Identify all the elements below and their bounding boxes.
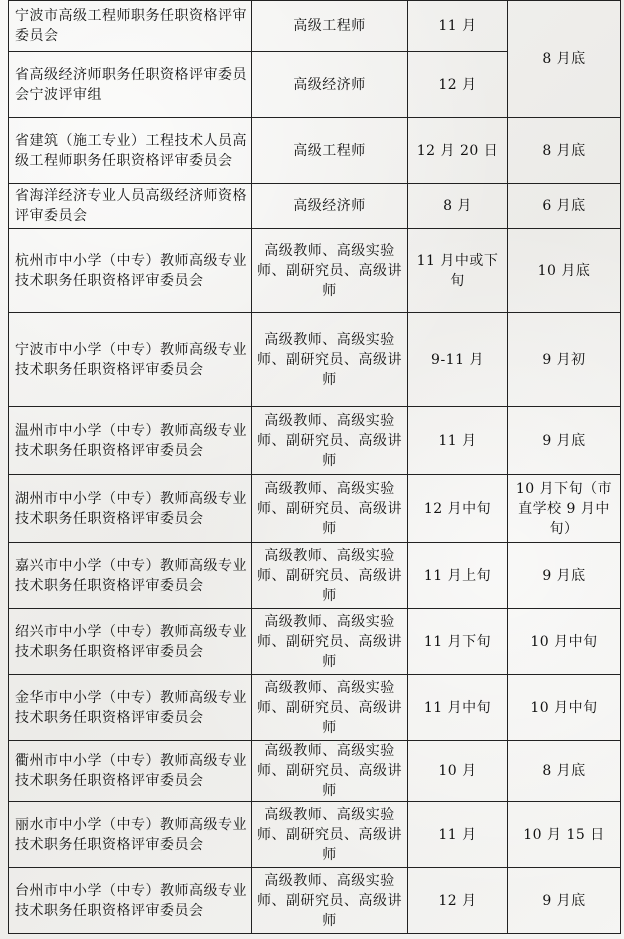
accept-cell: 11 月	[408, 1, 508, 52]
review-cell: 10 月底	[508, 229, 621, 313]
table-row	[9, 1, 621, 52]
org-cell: 丽水市中小学（中专）教师高级专业技术职务任职资格评审委员会	[9, 802, 252, 868]
title-cell: 高级教师、高级实验师、副研究员、高级讲师	[252, 609, 408, 675]
org-cell: 温州市中小学（中专）教师高级专业技术职务任职资格评审委员会	[9, 407, 252, 475]
title-cell: 高级教师、高级实验师、副研究员、高级讲师	[252, 407, 408, 475]
review-cell: 9 月底	[508, 868, 621, 934]
title-cell: 高级教师、高级实验师、副研究员、高级讲师	[252, 868, 408, 934]
org-cell: 省高级经济师职务任职资格评审委员会宁波评审组	[9, 52, 252, 118]
accept-cell: 11 月中旬	[408, 675, 508, 741]
accept-cell: 12 月	[408, 52, 508, 118]
table-row	[9, 802, 621, 868]
review-cell: 8 月底	[508, 1, 621, 118]
review-cell: 10 月中旬	[508, 609, 621, 675]
title-cell: 高级教师、高级实验师、副研究员、高级讲师	[252, 543, 408, 609]
accept-cell: 11 月	[408, 802, 508, 868]
table-row	[9, 609, 621, 675]
table-row	[9, 675, 621, 741]
title-cell: 高级教师、高级实验师、副研究员、高级讲师	[252, 475, 408, 543]
review-cell: 10 月 15 日	[508, 802, 621, 868]
review-cell: 6 月底	[508, 184, 621, 229]
table-row	[9, 313, 621, 407]
org-cell: 台州市中小学（中专）教师高级专业技术职务任职资格评审委员会	[9, 868, 252, 934]
title-cell: 高级教师、高级实验师、副研究员、高级讲师	[252, 675, 408, 741]
accept-cell: 11 月上旬	[408, 543, 508, 609]
title-cell: 高级工程师	[252, 1, 408, 52]
review-cell: 9 月底	[508, 407, 621, 475]
accept-cell: 12 月	[408, 868, 508, 934]
org-cell: 绍兴市中小学（中专）教师高级专业技术职务任职资格评审委员会	[9, 609, 252, 675]
accept-cell: 8 月	[408, 184, 508, 229]
org-cell: 金华市中小学（中专）教师高级专业技术职务任职资格评审委员会	[9, 675, 252, 741]
org-cell: 宁波市中小学（中专）教师高级专业技术职务任职资格评审委员会	[9, 313, 252, 407]
accept-cell: 10 月	[408, 741, 508, 802]
accept-cell: 12 月中旬	[408, 475, 508, 543]
org-cell: 衢州市中小学（中专）教师高级专业技术职务任职资格评审委员会	[9, 741, 252, 802]
table-row	[9, 868, 621, 934]
review-schedule-table	[8, 0, 621, 934]
org-cell: 杭州市中小学（中专）教师高级专业技术职务任职资格评审委员会	[9, 229, 252, 313]
org-cell: 湖州市中小学（中专）教师高级专业技术职务任职资格评审委员会	[9, 475, 252, 543]
table-row	[9, 475, 621, 543]
review-cell: 9 月底	[508, 543, 621, 609]
accept-cell: 9-11 月	[408, 313, 508, 407]
review-cell: 10 月中旬	[508, 675, 621, 741]
org-cell: 宁波市高级工程师职务任职资格评审委员会	[9, 1, 252, 52]
title-cell: 高级教师、高级实验师、副研究员、高级讲师	[252, 802, 408, 868]
accept-cell: 12 月 20 日	[408, 118, 508, 184]
title-cell: 高级经济师	[252, 184, 408, 229]
table-row	[9, 741, 621, 802]
org-cell: 嘉兴市中小学（中专）教师高级专业技术职务任职资格评审委员会	[9, 543, 252, 609]
table-row	[9, 184, 621, 229]
table-row	[9, 118, 621, 184]
review-cell: 9 月初	[508, 313, 621, 407]
accept-cell: 11 月下旬	[408, 609, 508, 675]
title-cell: 高级教师、高级实验师、副研究员、高级讲师	[252, 313, 408, 407]
review-cell: 10 月下旬（市直学校 9 月中旬）	[508, 475, 621, 543]
review-cell: 8 月底	[508, 118, 621, 184]
title-cell: 高级经济师	[252, 52, 408, 118]
title-cell: 高级教师、高级实验师、副研究员、高级讲师	[252, 741, 408, 802]
accept-cell: 11 月中或下旬	[408, 229, 508, 313]
title-cell: 高级工程师	[252, 118, 408, 184]
table-row	[9, 543, 621, 609]
review-cell: 8 月底	[508, 741, 621, 802]
table-row	[9, 407, 621, 475]
org-cell: 省建筑（施工专业）工程技术人员高级工程师职务任职资格评审委员会	[9, 118, 252, 184]
accept-cell: 11 月	[408, 407, 508, 475]
table-row	[9, 229, 621, 313]
title-cell: 高级教师、高级实验师、副研究员、高级讲师	[252, 229, 408, 313]
org-cell: 省海洋经济专业人员高级经济师资格评审委员会	[9, 184, 252, 229]
